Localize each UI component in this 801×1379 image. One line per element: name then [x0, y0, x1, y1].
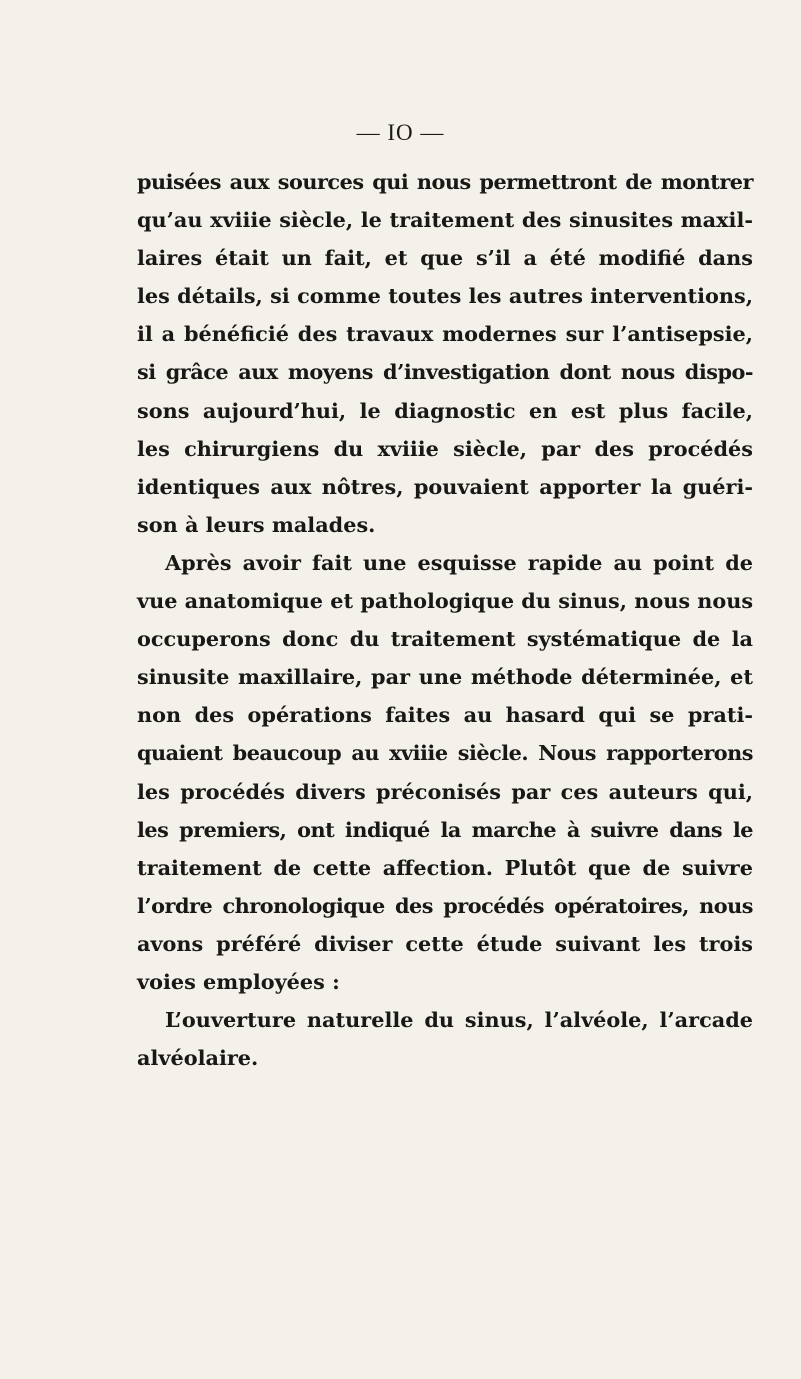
text-line: L’ouverture naturelle du sinus, l’alvéole, l’arcade — [165, 1007, 753, 1033]
text-line: identiques aux nôtres, pouvaient apporter la guéri- — [137, 473, 753, 499]
text-line: sinusite maxillaire, par une méthode déterminée, et — [137, 664, 753, 690]
text-line: quaient beaucoup au xviiie siècle. Nous rapporterons — [137, 740, 753, 766]
text-line: alvéolaire. — [137, 1045, 259, 1071]
text-line: avons préféré diviser cette étude suivant les trois — [137, 930, 753, 956]
text-line: sons aujourd’hui, le diagnostic en est plus facile, — [137, 397, 753, 423]
page-number: — IO — — [356, 120, 445, 145]
text-line: non des opérations faites au hasard qui se prati- — [137, 702, 753, 728]
text-line: voies employées : — [137, 968, 340, 994]
text-line: les chirurgiens du xviiie siècle, par des procédés — [137, 435, 753, 461]
text-line: les procédés divers préconisés par ces auteurs qui, — [137, 778, 753, 804]
text-line: l’ordre chronologique des procédés opératoires, nous — [137, 892, 753, 918]
text-line: occuperons donc du traitement systématique de la — [137, 626, 753, 652]
text-line: traitement de cette affection. Plutôt que de suivre — [137, 854, 753, 880]
text-line: Après avoir fait une esquisse rapide au point de — [165, 549, 753, 575]
text-line: laires était un fait, et que s’il a été modifié dans — [137, 245, 753, 271]
body-text — [137, 163, 753, 1077]
text-line: les détails, si comme toutes les autres interventions, — [137, 283, 753, 309]
text-line: son à leurs malades. — [137, 511, 376, 537]
text-line: si grâce aux moyens d’investigation dont nous dispo- — [137, 359, 753, 385]
text-line: les premiers, ont indiqué la marche à suivre dans le — [137, 816, 753, 842]
text-line: puisées aux sources qui nous permettront de montrer — [137, 169, 753, 194]
text-line: vue anatomique et pathologique du sinus, nous nous — [137, 588, 754, 614]
text-line: il a bénéficié des travaux modernes sur l’antisepsie, — [137, 321, 753, 347]
text-line: qu’au xviiie siècle, le traitement des sinusites maxil- — [137, 207, 753, 233]
